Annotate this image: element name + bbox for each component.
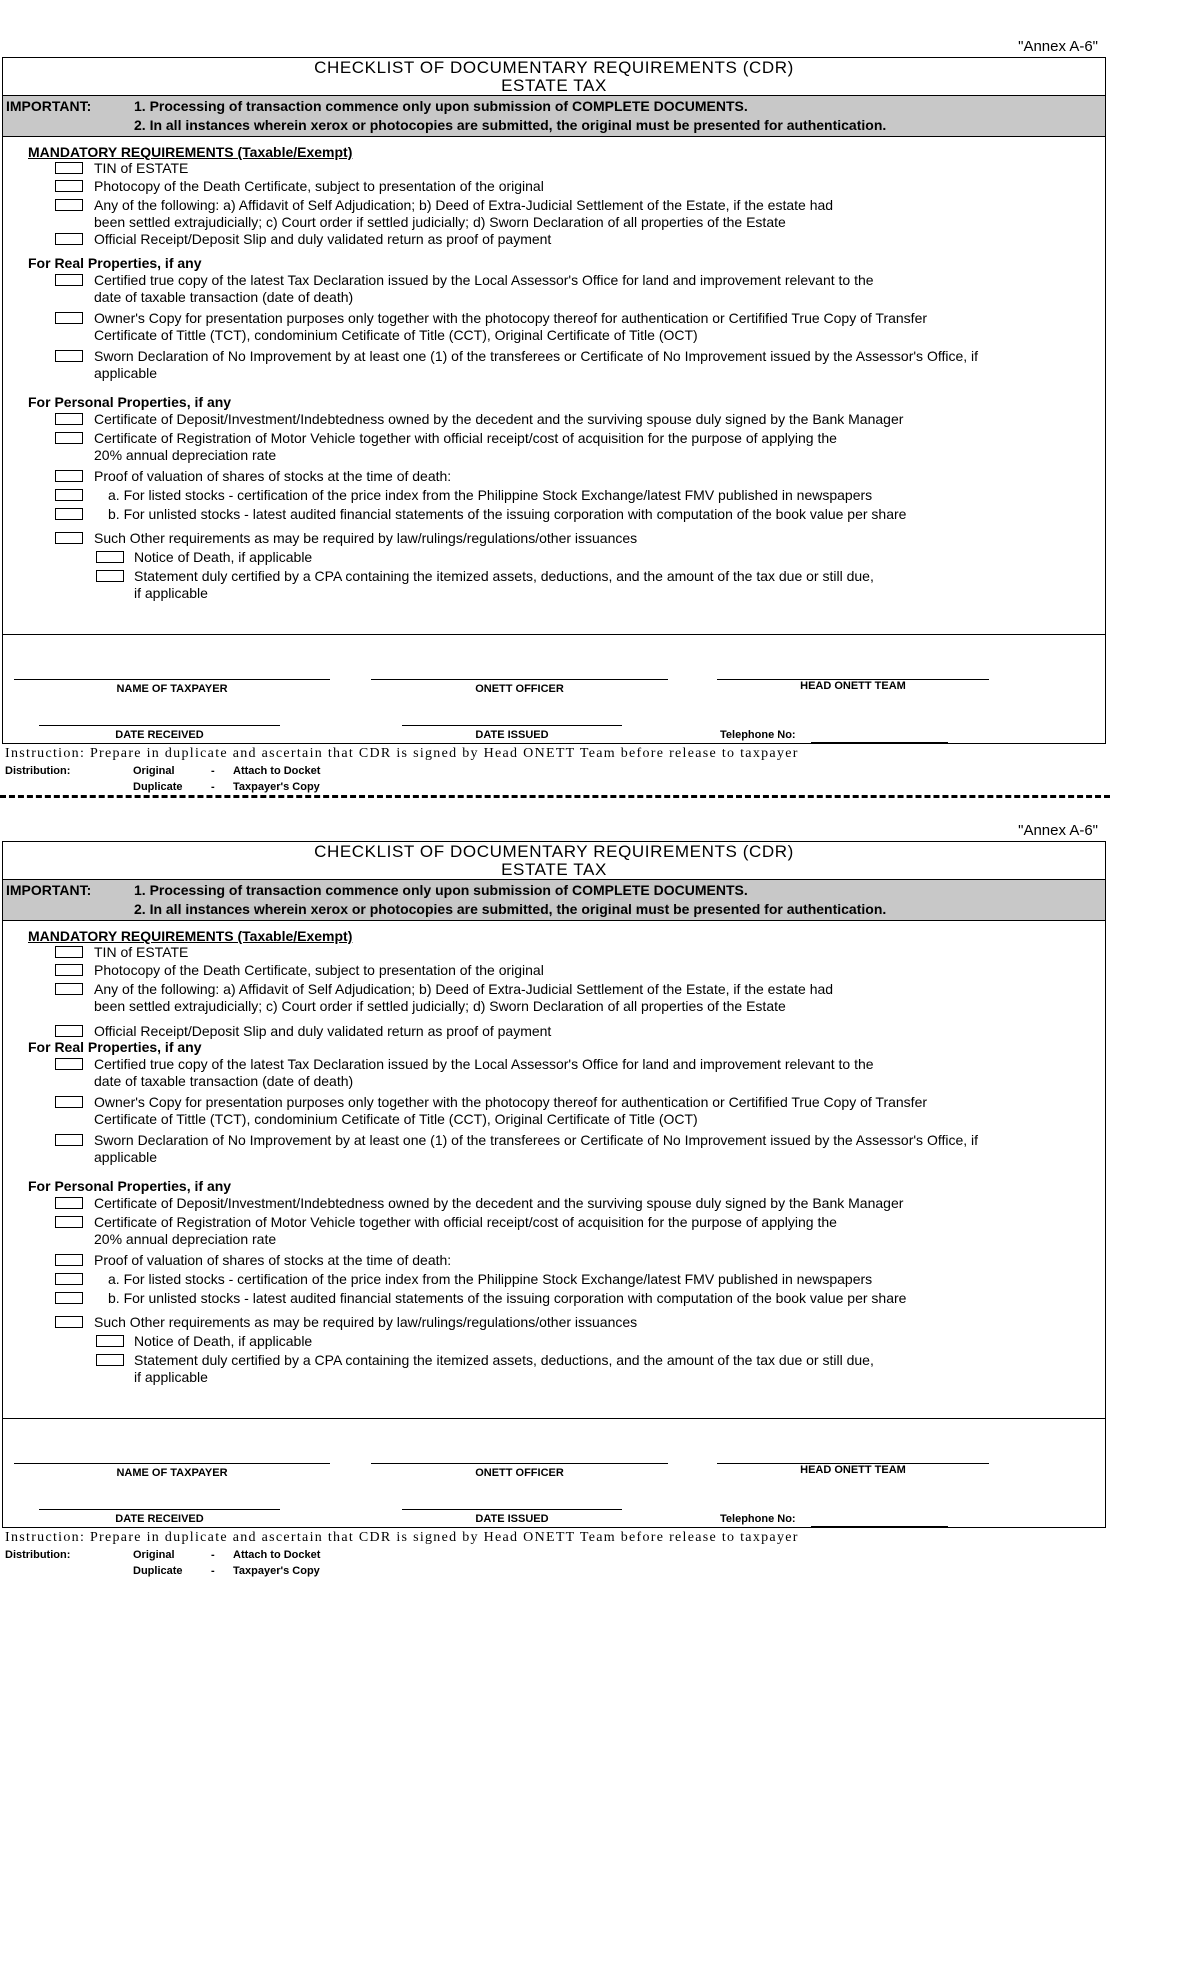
checkbox-certificate-deposit[interactable]	[55, 1197, 83, 1209]
checkbox-owners-copy[interactable]	[55, 312, 83, 324]
item-line: 20% annual depreciation rate	[94, 447, 277, 463]
item-official-receipt: Official Receipt/Deposit Slip and duly validated return as proof of payment	[94, 1023, 552, 1039]
checkbox-share-valuation[interactable]	[55, 1254, 83, 1266]
distribution-dash: -	[211, 1549, 215, 1561]
checkbox-settlement-document[interactable]	[55, 199, 83, 211]
important-label: IMPORTANT:	[6, 98, 92, 114]
distribution-dash: -	[211, 765, 215, 777]
item-notice-of-death: Notice of Death, if applicable	[134, 549, 313, 565]
item-line: Any of the following: a) Affidavit of Self Adjudication; b) Deed of Extra-Judicial Settlement of the Estate, if the estate had	[94, 981, 834, 997]
important-note-2: 2. In all instances wherein xerox or photocopies are submitted, the original must be presented for authentication.	[134, 901, 887, 917]
item-line: if applicable	[134, 585, 208, 601]
item-line: Certificate of Tittle (TCT), condominium Cetificate of Title (CCT), Original Certificate of Title (OCT)	[94, 1111, 698, 1127]
item-unlisted-stocks: b. For unlisted stocks - latest audited financial statements of the issuing corporation with computation of the book value per share	[108, 506, 907, 522]
cut-line-divider	[0, 795, 1110, 798]
officer-signature-line[interactable]	[371, 679, 668, 680]
item-settlement-document	[94, 197, 833, 231]
title-line-1: CHECKLIST OF DOCUMENTARY REQUIREMENTS (CDR)	[314, 842, 794, 861]
form-title	[3, 59, 1105, 95]
item-no-improvement	[94, 348, 978, 382]
distribution-dash: -	[211, 781, 215, 793]
important-note-1: 1. Processing of transaction commence only upon submission of COMPLETE DOCUMENTS.	[134, 882, 748, 898]
real-properties-heading: For Real Properties, if any	[28, 1039, 202, 1055]
item-line: Certificate of Registration of Motor Vehicle together with official receipt/cost of acquisition for the purpose of applying the	[94, 1214, 837, 1230]
item-line: applicable	[94, 1149, 158, 1165]
real-properties-heading: For Real Properties, if any	[28, 255, 202, 271]
item-listed-stocks: a. For listed stocks - certification of the price index from the Philippine Stock Exchange/latest FMV published in newspapers	[108, 487, 873, 503]
telephone-label: Telephone No:	[720, 1513, 796, 1525]
checkbox-death-certificate[interactable]	[55, 964, 83, 976]
annex-label: "Annex A-6"	[1018, 822, 1098, 839]
title-line-2: ESTATE TAX	[501, 76, 607, 95]
checkbox-no-improvement[interactable]	[55, 1134, 83, 1146]
checklist-copy-2	[0, 822, 1110, 1592]
distribution-copy: Original	[133, 765, 175, 777]
checkbox-death-certificate[interactable]	[55, 180, 83, 192]
date-received-label: DATE RECEIVED	[115, 1513, 204, 1525]
item-other-requirements: Such Other requirements as may be required by law/rulings/regulations/other issuances	[94, 1314, 638, 1330]
item-cpa-statement	[134, 1352, 874, 1386]
checkbox-cpa-statement[interactable]	[96, 570, 124, 582]
distribution-purpose: Taxpayer's Copy	[233, 1565, 320, 1577]
checkbox-unlisted-stocks[interactable]	[55, 1292, 83, 1304]
checkbox-no-improvement[interactable]	[55, 350, 83, 362]
item-motor-vehicle	[94, 1214, 837, 1248]
item-owners-copy	[94, 1094, 927, 1128]
item-settlement-document	[94, 981, 833, 1015]
item-share-valuation: Proof of valuation of shares of stocks at the time of death:	[94, 468, 452, 484]
important-note-2: 2. In all instances wherein xerox or photocopies are submitted, the original must be presented for authentication.	[134, 117, 887, 133]
annex-label: "Annex A-6"	[1018, 38, 1098, 55]
item-certificate-deposit: Certificate of Deposit/Investment/Indebtedness owned by the decedent and the surviving spouse duly signed by the Bank Manager	[94, 1195, 904, 1211]
checklist-copy-1	[0, 38, 1110, 808]
head-label: HEAD ONETT TEAM	[800, 680, 906, 692]
date-received-line[interactable]	[39, 1509, 280, 1510]
item-no-improvement	[94, 1132, 978, 1166]
checkbox-motor-vehicle[interactable]	[55, 432, 83, 444]
checklist-form	[2, 57, 1106, 744]
item-unlisted-stocks: b. For unlisted stocks - latest audited financial statements of the issuing corporation with computation of the book value per share	[108, 1290, 907, 1306]
checkbox-notice-of-death[interactable]	[96, 551, 124, 563]
telephone-field[interactable]	[811, 742, 948, 743]
distribution-row-original	[133, 765, 175, 777]
form-title	[3, 843, 1105, 879]
checkbox-other-requirements[interactable]	[55, 1316, 83, 1328]
checkbox-tin[interactable]	[55, 162, 83, 174]
item-line: date of taxable transaction (date of death)	[94, 289, 354, 305]
checkbox-unlisted-stocks[interactable]	[55, 508, 83, 520]
item-line: 20% annual depreciation rate	[94, 1231, 277, 1247]
checkbox-share-valuation[interactable]	[55, 470, 83, 482]
item-tax-declaration	[94, 1056, 874, 1090]
signature-area	[3, 1418, 1105, 1530]
personal-properties-heading: For Personal Properties, if any	[28, 1178, 232, 1194]
item-line: Any of the following: a) Affidavit of Self Adjudication; b) Deed of Extra-Judicial Settlement of the Estate, if the estate had	[94, 197, 834, 213]
officer-label: ONETT OFFICER	[475, 683, 564, 695]
item-tin: TIN of ESTATE	[94, 944, 189, 960]
officer-label: ONETT OFFICER	[475, 1467, 564, 1479]
checkbox-motor-vehicle[interactable]	[55, 1216, 83, 1228]
checkbox-tin[interactable]	[55, 946, 83, 958]
officer-signature-line[interactable]	[371, 1463, 668, 1464]
item-other-requirements: Such Other requirements as may be required by law/rulings/regulations/other issuances	[94, 530, 638, 546]
item-cpa-statement	[134, 568, 874, 602]
checkbox-official-receipt[interactable]	[55, 233, 83, 245]
item-owners-copy	[94, 310, 927, 344]
item-line: Statement duly certified by a CPA containing the itemized assets, deductions, and the amount of the tax due or still due,	[134, 568, 874, 584]
checkbox-listed-stocks[interactable]	[55, 1273, 83, 1285]
important-label: IMPORTANT:	[6, 882, 92, 898]
item-certificate-deposit: Certificate of Deposit/Investment/Indebtedness owned by the decedent and the surviving spouse duly signed by the Bank Manager	[94, 411, 904, 427]
important-notice	[3, 95, 1105, 137]
distribution-label: Distribution:	[5, 765, 71, 777]
date-issued-label: DATE ISSUED	[475, 729, 549, 741]
item-line: been settled extrajudicially; c) Court order if settled judicially; d) Sworn Declaration of all properties of the Estate	[94, 214, 786, 230]
item-line: Sworn Declaration of No Improvement by at least one (1) of the transferees or Certificate of No Improvement issued by the Assessor's Office, if	[94, 348, 979, 364]
mandatory-heading: MANDATORY REQUIREMENTS (Taxable/Exempt)	[28, 144, 353, 160]
head-label: HEAD ONETT TEAM	[800, 1464, 906, 1476]
distribution-copy: Duplicate	[133, 1565, 183, 1577]
date-issued-line[interactable]	[402, 1509, 622, 1510]
distribution-copy: Duplicate	[133, 781, 183, 793]
item-share-valuation: Proof of valuation of shares of stocks at the time of death:	[94, 1252, 452, 1268]
checkbox-listed-stocks[interactable]	[55, 489, 83, 501]
distribution-row-duplicate	[133, 781, 183, 793]
telephone-label: Telephone No:	[720, 729, 796, 741]
title-line-1: CHECKLIST OF DOCUMENTARY REQUIREMENTS (CDR)	[314, 58, 794, 77]
taxpayer-signature-line[interactable]	[14, 1463, 330, 1464]
item-line: Owner's Copy for presentation purposes only together with the photocopy thereof for authentication or Certifified True Copy of Transfer	[94, 1094, 928, 1110]
taxpayer-signature-line[interactable]	[14, 679, 330, 680]
checkbox-certificate-deposit[interactable]	[55, 413, 83, 425]
signature-area	[3, 634, 1105, 746]
checkbox-official-receipt[interactable]	[55, 1025, 83, 1037]
distribution-purpose: Attach to Docket	[233, 1549, 321, 1561]
checkbox-tax-declaration[interactable]	[55, 1058, 83, 1070]
important-notice	[3, 879, 1105, 921]
important-note-1: 1. Processing of transaction commence only upon submission of COMPLETE DOCUMENTS.	[134, 98, 748, 114]
item-official-receipt: Official Receipt/Deposit Slip and duly validated return as proof of payment	[94, 231, 552, 247]
item-notice-of-death: Notice of Death, if applicable	[134, 1333, 313, 1349]
mandatory-heading: MANDATORY REQUIREMENTS (Taxable/Exempt)	[28, 928, 353, 944]
distribution-label: Distribution:	[5, 1549, 71, 1561]
checkbox-settlement-document[interactable]	[55, 983, 83, 995]
item-line: applicable	[94, 365, 158, 381]
item-line: Certificate of Registration of Motor Vehicle together with official receipt/cost of acquisition for the purpose of applying the	[94, 430, 837, 446]
checklist-form	[2, 841, 1106, 1528]
date-issued-line[interactable]	[402, 725, 622, 726]
taxpayer-label: NAME OF TAXPAYER	[116, 683, 228, 695]
distribution-row-duplicate	[133, 1565, 183, 1577]
distribution-purpose: Taxpayer's Copy	[233, 781, 320, 793]
distribution-purpose: Attach to Docket	[233, 765, 321, 777]
instruction-text: Instruction: Prepare in duplicate and ascertain that CDR is signed by Head ONETT Team before release to taxpayer	[5, 746, 799, 761]
item-line: been settled extrajudicially; c) Court order if settled judicially; d) Sworn Declaration of all properties of the Estate	[94, 998, 786, 1014]
item-death-certificate: Photocopy of the Death Certificate, subject to presentation of the original	[94, 962, 544, 978]
checkbox-owners-copy[interactable]	[55, 1096, 83, 1108]
item-line: Sworn Declaration of No Improvement by at least one (1) of the transferees or Certificate of No Improvement issued by the Assessor's Office, if	[94, 1132, 979, 1148]
checkbox-tax-declaration[interactable]	[55, 274, 83, 286]
personal-properties-heading: For Personal Properties, if any	[28, 394, 232, 410]
item-line: date of taxable transaction (date of death)	[94, 1073, 354, 1089]
item-listed-stocks: a. For listed stocks - certification of the price index from the Philippine Stock Exchange/latest FMV published in newspapers	[108, 1271, 873, 1287]
distribution-dash: -	[211, 1565, 215, 1577]
item-tax-declaration	[94, 272, 874, 306]
distribution-copy: Original	[133, 1549, 175, 1561]
date-received-label: DATE RECEIVED	[115, 729, 204, 741]
checkbox-other-requirements[interactable]	[55, 532, 83, 544]
item-line: Certificate of Tittle (TCT), condominium Cetificate of Title (CCT), Original Certificate of Title (OCT)	[94, 327, 698, 343]
item-death-certificate: Photocopy of the Death Certificate, subject to presentation of the original	[94, 178, 544, 194]
item-line: Certified true copy of the latest Tax Declaration issued by the Local Assessor's Office for land and improvement relevant to the	[94, 272, 874, 288]
checkbox-cpa-statement[interactable]	[96, 1354, 124, 1366]
checkbox-notice-of-death[interactable]	[96, 1335, 124, 1347]
item-tin: TIN of ESTATE	[94, 160, 189, 176]
item-line: if applicable	[134, 1369, 208, 1385]
item-line: Certified true copy of the latest Tax Declaration issued by the Local Assessor's Office for land and improvement relevant to the	[94, 1056, 874, 1072]
item-motor-vehicle	[94, 430, 837, 464]
date-received-line[interactable]	[39, 725, 280, 726]
taxpayer-label: NAME OF TAXPAYER	[116, 1467, 228, 1479]
instruction-text: Instruction: Prepare in duplicate and ascertain that CDR is signed by Head ONETT Team before release to taxpayer	[5, 1530, 799, 1545]
item-line: Owner's Copy for presentation purposes only together with the photocopy thereof for authentication or Certifified True Copy of Transfer	[94, 310, 928, 326]
item-line: Statement duly certified by a CPA containing the itemized assets, deductions, and the amount of the tax due or still due,	[134, 1352, 874, 1368]
distribution-row-original	[133, 1549, 175, 1561]
telephone-field[interactable]	[811, 1526, 948, 1527]
date-issued-label: DATE ISSUED	[475, 1513, 549, 1525]
title-line-2: ESTATE TAX	[501, 860, 607, 879]
